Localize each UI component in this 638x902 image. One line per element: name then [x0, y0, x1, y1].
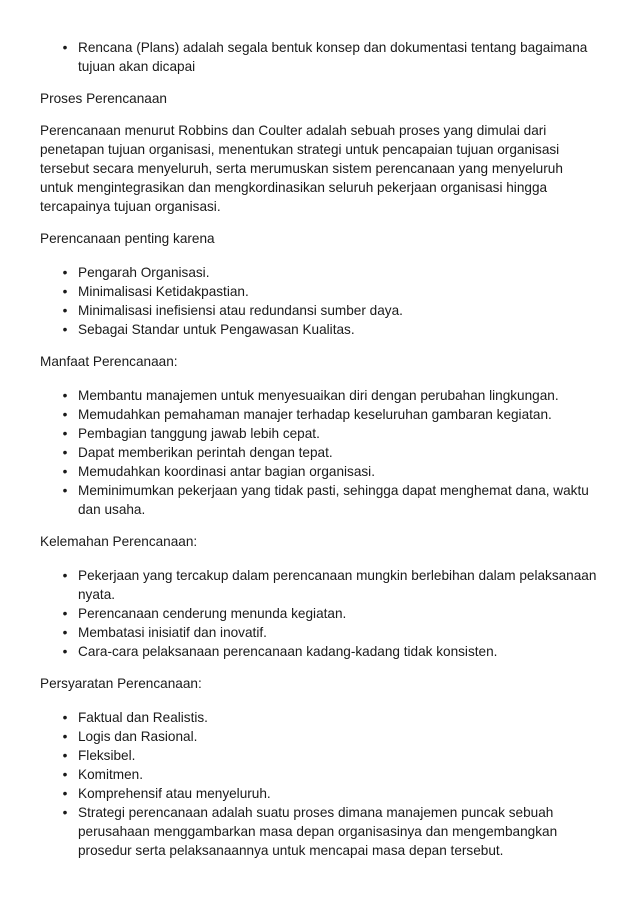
bullet-icon: • [62, 40, 68, 55]
list-item [40, 481, 598, 519]
section-manfaat [40, 352, 598, 519]
list-item [40, 405, 598, 424]
list-item-text: Minimalisasi inefisiensi atau redundansi sumber daya. [78, 303, 403, 318]
bullet-icon: • [62, 786, 68, 801]
bullet-icon: • [62, 426, 68, 441]
list-item [40, 623, 598, 642]
list-item [40, 803, 598, 860]
bullet-list [40, 708, 598, 860]
section-persyaratan [40, 674, 598, 860]
list-item-text: Faktual dan Realistis. [78, 710, 208, 725]
bullet-icon: • [62, 606, 68, 621]
list-item-text: Minimalisasi Ketidakpastian. [78, 284, 249, 299]
list-item [40, 282, 598, 301]
bullet-list [40, 386, 598, 519]
bullet-icon: • [62, 322, 68, 337]
section-heading: Kelemahan Perencanaan: [40, 534, 198, 549]
list-item [40, 386, 598, 405]
list-item-text: Membatasi inisiatif dan inovatif. [78, 625, 267, 640]
section-proses [40, 89, 598, 216]
section-heading: Proses Perencanaan [40, 91, 167, 106]
list-item-text: Strategi perencanaan adalah suatu proses dimana manajemen puncak sebuah perusahaan menggambarkan masa depan organisasinya dan mengembangkan prosedur serta pelaksanaannya untuk mencapai masa depan tersebut. [78, 805, 558, 858]
list-item-text: Pengarah Organisasi. [78, 265, 210, 280]
list-item-text: Perencanaan cenderung menunda kegiatan. [78, 606, 347, 621]
list-item [40, 566, 598, 604]
bullet-icon: • [62, 644, 68, 659]
bullet-icon: • [62, 388, 68, 403]
bullet-icon: • [62, 483, 68, 498]
list-item-text: Membantu manajemen untuk menyesuaikan diri dengan perubahan lingkungan. [78, 388, 559, 403]
list-item-text: Logis dan Rasional. [78, 729, 198, 744]
bullet-icon: • [62, 445, 68, 460]
section-paragraph: Perencanaan menurut Robbins dan Coulter adalah sebuah proses yang dimulai dari penetapan tujuan organisasi, menentukan strategi untuk pencapaian tujuan organisasi tersebut secara menyeluruh, serta merumuskan sistem perencanaan yang menyeluruh untuk mengintegrasikan dan mengkordinasikan seluruh pekerjaan organisasi hingga tercapainya tujuan organisasi. [40, 123, 563, 214]
list-item-text: Meminimumkan pekerjaan yang tidak pasti, sehingga dapat menghemat dana, waktu dan usaha. [78, 483, 589, 517]
list-item-text: Pekerjaan yang tercakup dalam perencanaan mungkin berlebihan dalam pelaksanaan nyata. [78, 568, 597, 602]
list-item [40, 443, 598, 462]
list-item-text: Fleksibel. [78, 748, 136, 763]
bullet-icon: • [62, 805, 68, 820]
intro-list [40, 38, 598, 76]
bullet-icon: • [62, 265, 68, 280]
section-heading: Persyaratan Perencanaan: [40, 676, 202, 691]
list-item [40, 604, 598, 623]
bullet-icon: • [62, 625, 68, 640]
list-item [40, 38, 598, 76]
bullet-list [40, 566, 598, 661]
list-item-text: Sebagai Standar untuk Pengawasan Kualitas. [78, 322, 355, 337]
list-item [40, 263, 598, 282]
list-item-text: Komprehensif atau menyeluruh. [78, 786, 271, 801]
list-item-text: Memudahkan koordinasi antar bagian organisasi. [78, 464, 375, 479]
bullet-icon: • [62, 767, 68, 782]
list-item [40, 642, 598, 661]
list-item-text: Cara-cara pelaksanaan perencanaan kadang-kadang tidak konsisten. [78, 644, 498, 659]
list-item-text: Pembagian tanggung jawab lebih cepat. [78, 426, 320, 441]
list-item [40, 320, 598, 339]
list-item-text: Komitmen. [78, 767, 143, 782]
list-item [40, 708, 598, 727]
list-item-text: Rencana (Plans) adalah segala bentuk konsep dan dokumentasi tentang bagaimana tujuan akan dicapai [78, 40, 588, 74]
list-item [40, 301, 598, 320]
bullet-icon: • [62, 568, 68, 583]
list-item [40, 462, 598, 481]
section-heading: Manfaat Perencanaan: [40, 354, 178, 369]
section-heading: Perencanaan penting karena [40, 231, 215, 246]
bullet-list [40, 263, 598, 339]
section-penting [40, 229, 598, 339]
bullet-icon: • [62, 284, 68, 299]
list-item [40, 727, 598, 746]
bullet-icon: • [62, 710, 68, 725]
list-item [40, 424, 598, 443]
bullet-icon: • [62, 748, 68, 763]
list-item [40, 765, 598, 784]
bullet-icon: • [62, 464, 68, 479]
list-item-text: Dapat memberikan perintah dengan tepat. [78, 445, 333, 460]
section-kelemahan [40, 532, 598, 661]
bullet-icon: • [62, 729, 68, 744]
list-item-text: Memudahkan pemahaman manajer terhadap keseluruhan gambaran kegiatan. [78, 407, 552, 422]
bullet-icon: • [62, 407, 68, 422]
bullet-icon: • [62, 303, 68, 318]
list-item [40, 784, 598, 803]
list-item [40, 746, 598, 765]
